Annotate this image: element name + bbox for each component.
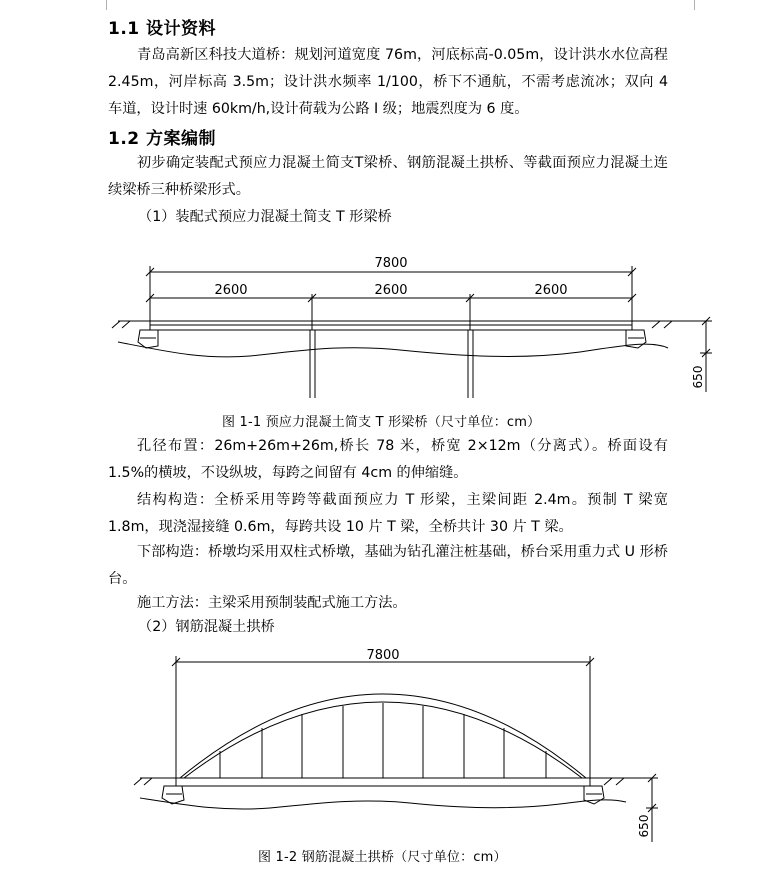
scheme-intro-paragraph: 初步确定装配式预应力混凝土简支T梁桥、钢筋混凝土拱桥、等截面预应力混凝土连续梁桥三种桥梁形式。 [108, 155, 668, 198]
figure1-caption: 图 1-1 预应力混凝土简支 T 形梁桥（尺寸单位：cm） [222, 415, 541, 430]
span-dim-label: 2600 [534, 283, 568, 298]
span-dim-label: 2600 [374, 283, 408, 298]
total-dim-label: 7800 [374, 256, 408, 271]
left-abutment [162, 786, 184, 804]
page-corner-mark [694, 0, 709, 10]
section-heading-design-data: 1.1 设计资料 [108, 19, 217, 39]
total-dim-label: 7800 [366, 648, 400, 663]
structure-paragraph: 结构构造：全桥采用等跨等截面预应力 T 形梁，主梁间距 2.4m。预制 T 梁宽 1.8m，现浇湿接缝 0.6m，每跨共设 10 片 T 梁，全桥共计 30 片 T 梁。 [108, 492, 668, 535]
design-data-paragraph: 青岛高新区科技大道桥：规划河道宽度 76m，河底标高-0.05m，设计洪水水位高程 2.45m，河岸标高 3.5m；设计洪水频率 1/100，桥下不通航，不需考虑流冰；双向 4 车道，设计时速 60km/h,设计荷载为公路 I 级；地震烈度为 6 度。 [108, 47, 668, 117]
substructure-paragraph: 下部构造：桥墩均采用双柱式桥墩，基础为钻孔灌注桩基础，桥台采用重力式 U 形桥台。 [108, 544, 668, 587]
span-layout-paragraph: 孔径布置：26m+26m+26m,桥长 78 米，桥宽 2×12m（分离式）。桥面设有 1.5%的横坡，不设纵坡，每跨之间留有 4cm 的伸缩缝。 [108, 438, 668, 481]
figure2-caption: 图 1-2 钢筋混凝土拱桥（尺寸单位：cm） [258, 850, 507, 865]
t-beam-bridge-figure [0, 250, 772, 410]
section-heading-scheme: 1.2 方案编制 [108, 129, 217, 149]
arch-bridge-figure [0, 645, 772, 845]
page-corner-mark [92, 0, 107, 10]
river-bed [140, 798, 626, 809]
option2-title: （2）钢筋混凝土拱桥 [138, 619, 275, 635]
construction-paragraph: 施工方法：主梁采用预制装配式施工方法。 [137, 595, 407, 611]
height-dim-label: 650 [637, 814, 651, 838]
left-abutment [138, 330, 158, 348]
height-dim-label: 650 [691, 365, 705, 389]
river-bed [118, 342, 668, 357]
span-dim-label: 2600 [214, 283, 248, 298]
option1-title: （1）装配式预应力混凝土简支 T 形梁桥 [138, 209, 392, 225]
bridge-deck [176, 778, 590, 786]
